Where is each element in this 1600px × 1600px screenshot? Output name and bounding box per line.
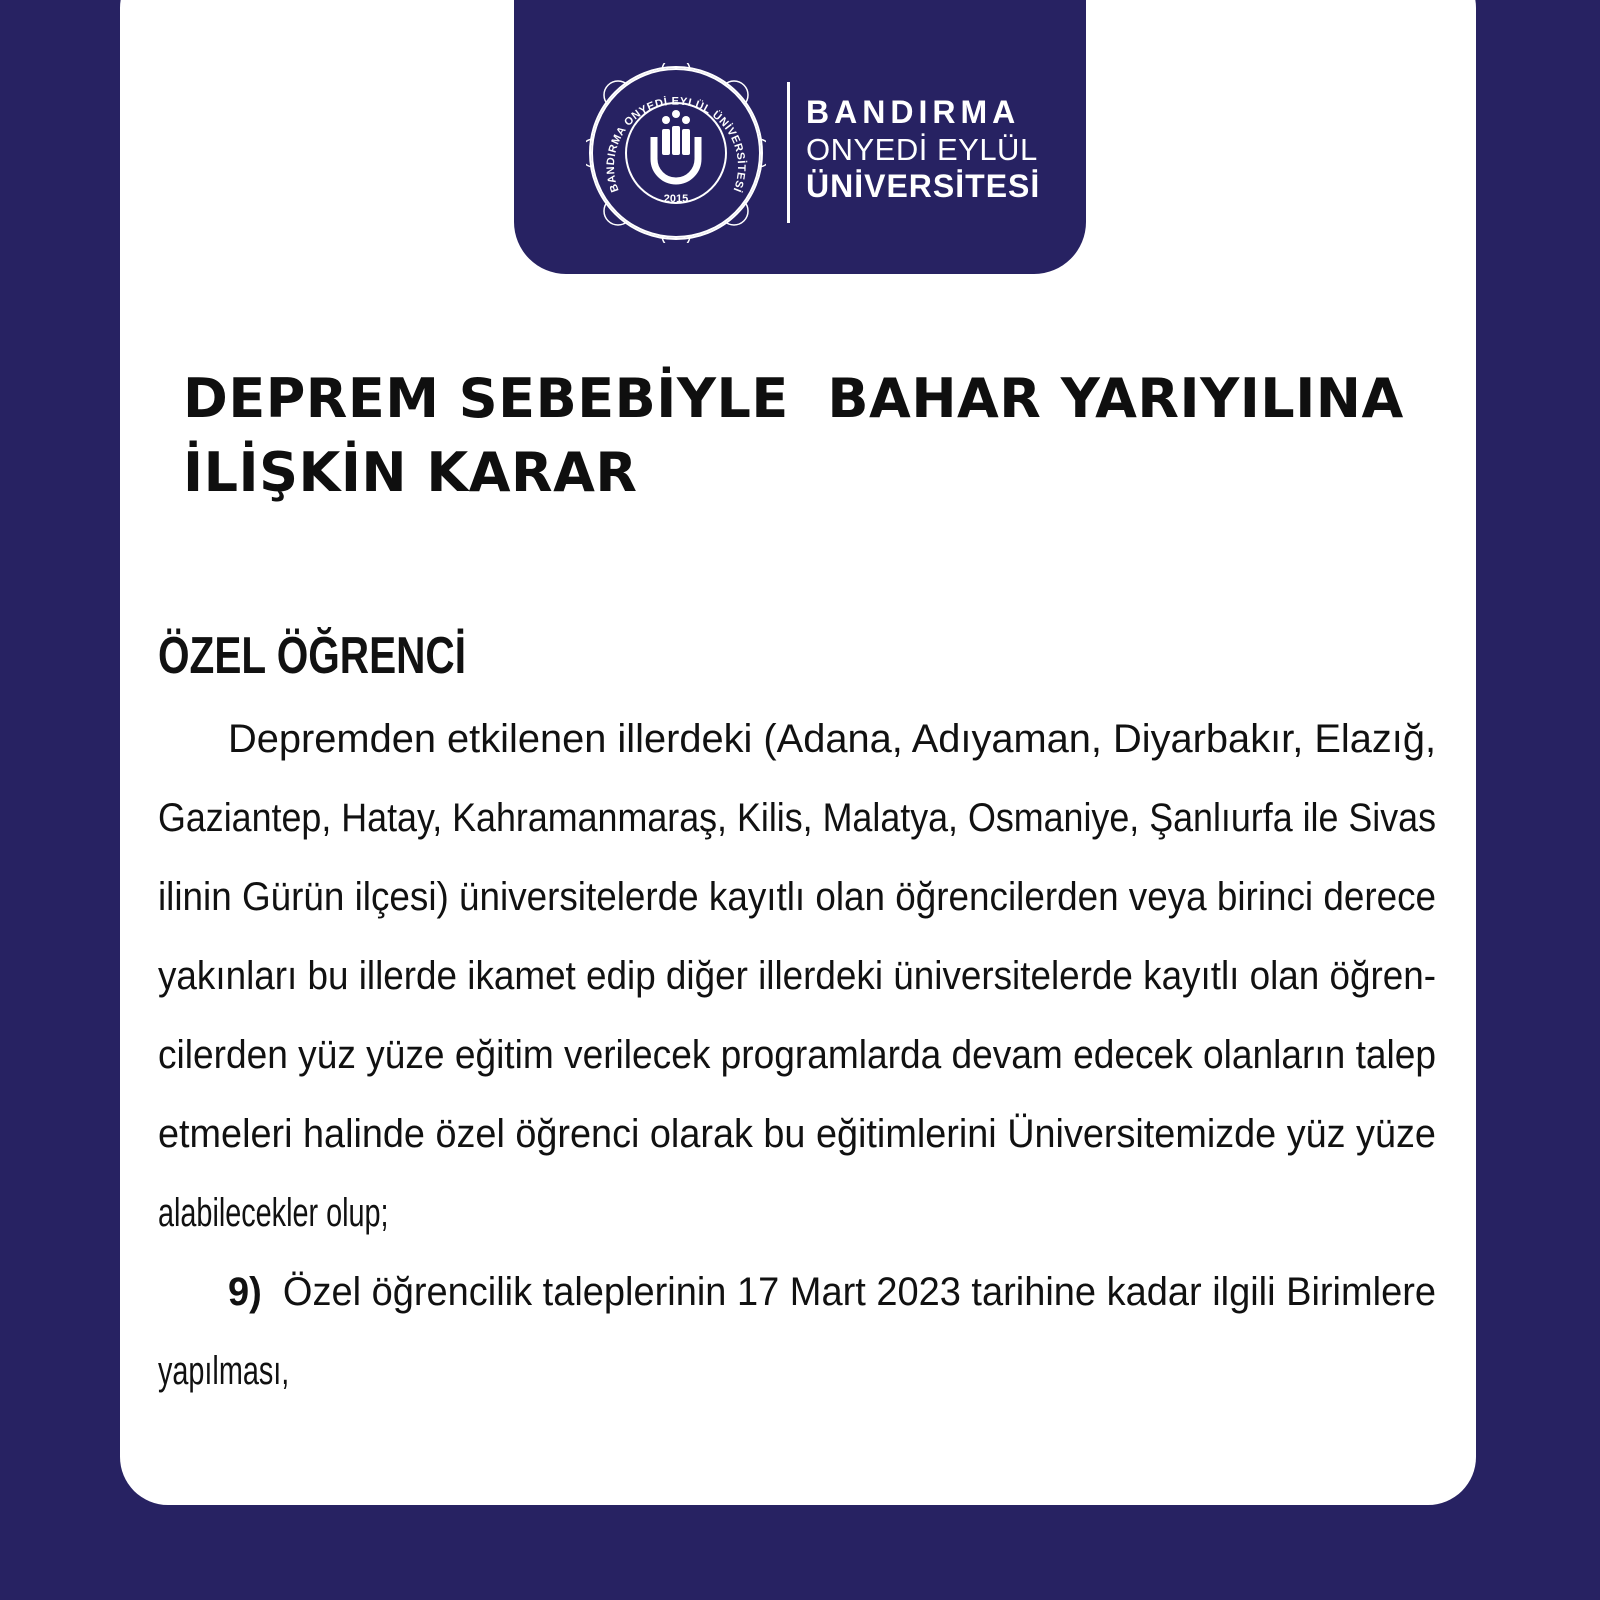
- paragraph-line: Depremden etkilenen illerdeki (Adana, Adıyaman, Diyarbakır, Elazığ,: [228, 717, 1437, 761]
- paragraph-line: yakınları bu illerde ikamet edip diğer illerdeki üniversitelerde kayıtlı olan öğren-: [158, 954, 1437, 998]
- paragraph-line: alabilecekler olup;: [158, 1191, 389, 1235]
- decision-body: [158, 700, 1436, 1411]
- brand-line-3: ÜNİVERSİTESİ: [806, 168, 1041, 204]
- seal-year: 2015: [663, 193, 689, 205]
- paragraph-line: ilinin Gürün ilçesi) üniversitelerde kayıtlı olan öğrencilerden veya birinci derece: [158, 875, 1437, 919]
- item-line: [158, 1253, 1436, 1332]
- item-spacer: [262, 1270, 283, 1314]
- title-line-2: İLİŞKİN KARAR: [183, 441, 638, 504]
- title-line-1: DEPREM SEBEBİYLE BAHAR YARIYILINA: [183, 367, 1404, 430]
- brand-line-1: BANDIRMA: [806, 94, 1021, 130]
- seal-ring-text: BANDIRMA ONYEDİ EYLÜL ÜNİVERSİTESİ: [604, 95, 748, 194]
- announcement-title: [183, 362, 1443, 510]
- item-number: 9): [228, 1270, 262, 1314]
- brand-line-2: ONYEDİ EYLÜL: [806, 132, 1038, 167]
- university-seal-logo: [586, 63, 766, 243]
- university-wordmark: [806, 96, 1066, 202]
- paragraph-line: Gaziantep, Hatay, Kahramanmaraş, Kilis, Malatya, Osmaniye, Şanlıurfa ile Sivas: [158, 796, 1437, 840]
- paragraph-line: cilerden yüz yüze eğitim verilecek programlarda devam edecek olanların talep: [158, 1033, 1436, 1077]
- section-heading: ÖZEL ÖĞRENCİ: [158, 627, 466, 685]
- item-line: yapılması,: [158, 1349, 290, 1393]
- item-text: [228, 1253, 1436, 1332]
- brand-divider: [787, 82, 790, 223]
- paragraph-line: etmeleri halinde özel öğrenci olarak bu eğitimlerini Üniversitemizde yüz yüze: [158, 1112, 1436, 1156]
- item-line-1: Özel öğrencilik taleplerinin 17 Mart 2023 tarihine kadar ilgili Birimlere: [282, 1270, 1436, 1314]
